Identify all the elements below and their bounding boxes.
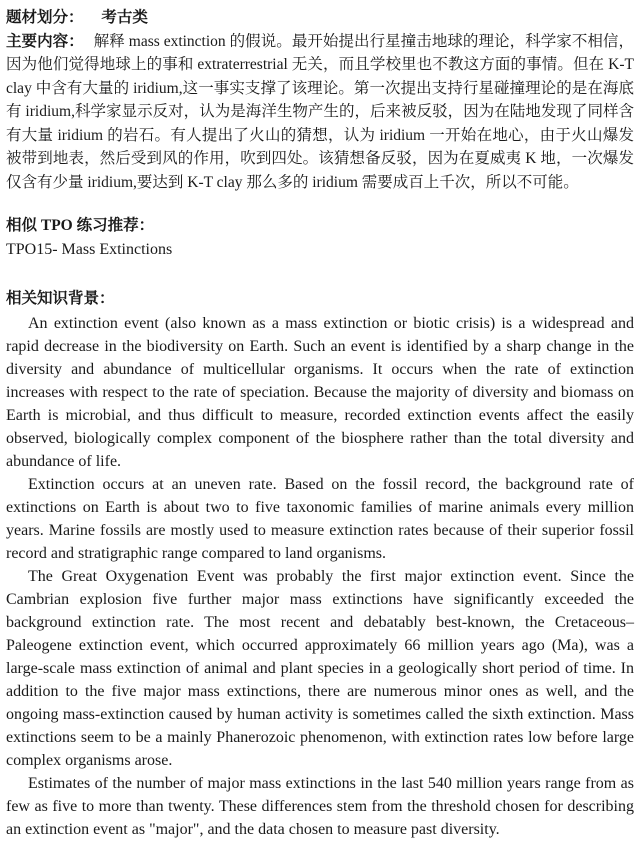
category-line (6, 6, 634, 30)
tpo-recommendation-item: TPO15- Mass Extinctions (6, 240, 173, 258)
summary-paragraph (6, 30, 634, 195)
background-paragraph-2: Extinction occurs at an uneven rate. Based on the fossil record, the background rate of extinctions on Earth is about two to five taxonomic families of marine animals every million years. Marine fossils are mostly used to measure extinction rates because of their superior fossil record and stratigraphic range compared to land organisms. (6, 476, 634, 562)
category-label: 题材划分： (6, 9, 84, 26)
background-paragraph-1: An extinction event (also known as a mass extinction or biotic crisis) is a widespread and rapid decrease in the biodiversity on Earth. Such an event is identified by a sharp change in the diversity and abundance of multicellular organisms. It occurs when the rate of extinction increases with respect to the rate of speciation. Because the majority of diversity and biomass on Earth is microbial, and thus difficult to measure, recorded extinction events affect the easily observed, biologically complex component of the biosphere rather than the total diversity and abundance of life. (6, 315, 634, 470)
summary-text: 解释 mass extinction 的假说。最开始提出行星撞击地球的理论，科学家不相信，因为他们觉得地球上的事和 extraterrestrial 无关，而且学校里也不教这方面的事情。但在 K-T clay 中含有大量的 iridium,这一事实支撑了该理论。第一次提出支持行星碰撞理论的是在海底有 iridium,科学家显示反对，认为是海洋生物产生的，后来被反驳，因为在陆地发现了同样含有大量 iridium 的岩石。有人提出了火山的猜想，认为 iridium 一开始在地心，由于火山爆发被带到地表，然后受到风的作用，吹到四处。该猜想备反驳，因为在夏威夷 K 地，一次爆发仅含有少量 iridium,要达到 K-T clay 那么多的 iridium 需要成百上千次，所以不可能。 (6, 32, 634, 191)
category-value: 考古类 (101, 9, 148, 26)
summary-label: 主要内容： (6, 32, 84, 50)
background-knowledge-heading: 相关知识背景： (6, 289, 115, 307)
background-paragraph-4: Estimates of the number of major mass extinctions in the last 540 million years range from as few as five to more than twenty. These differences stem from the threshold chosen for describing an extinction event as "major", and the data chosen to measure past diversity. (6, 775, 634, 838)
background-knowledge-body (6, 312, 634, 841)
background-paragraph-3: The Great Oxygenation Event was probably the first major extinction event. Since the Cambrian explosion five further major mass extinctions have significantly exceeded the background extinction rate. The most recent and debatably best-known, the Cretaceous–Paleogene extinction event, which occurred approximately 66 million years ago (Ma), was a large-scale mass extinction of animal and plant species in a geologically short period of time. In addition to the five major mass extinctions, there are numerous minor ones as well, and the ongoing mass-extinction caused by human activity is sometimes called the sixth extinction. Mass extinctions seem to be a mainly Phanerozoic phenomenon, with extinction rates low before large complex organisms arose. (6, 568, 634, 769)
tpo-recommendation-heading: 相似 TPO 练习推荐： (6, 217, 155, 234)
